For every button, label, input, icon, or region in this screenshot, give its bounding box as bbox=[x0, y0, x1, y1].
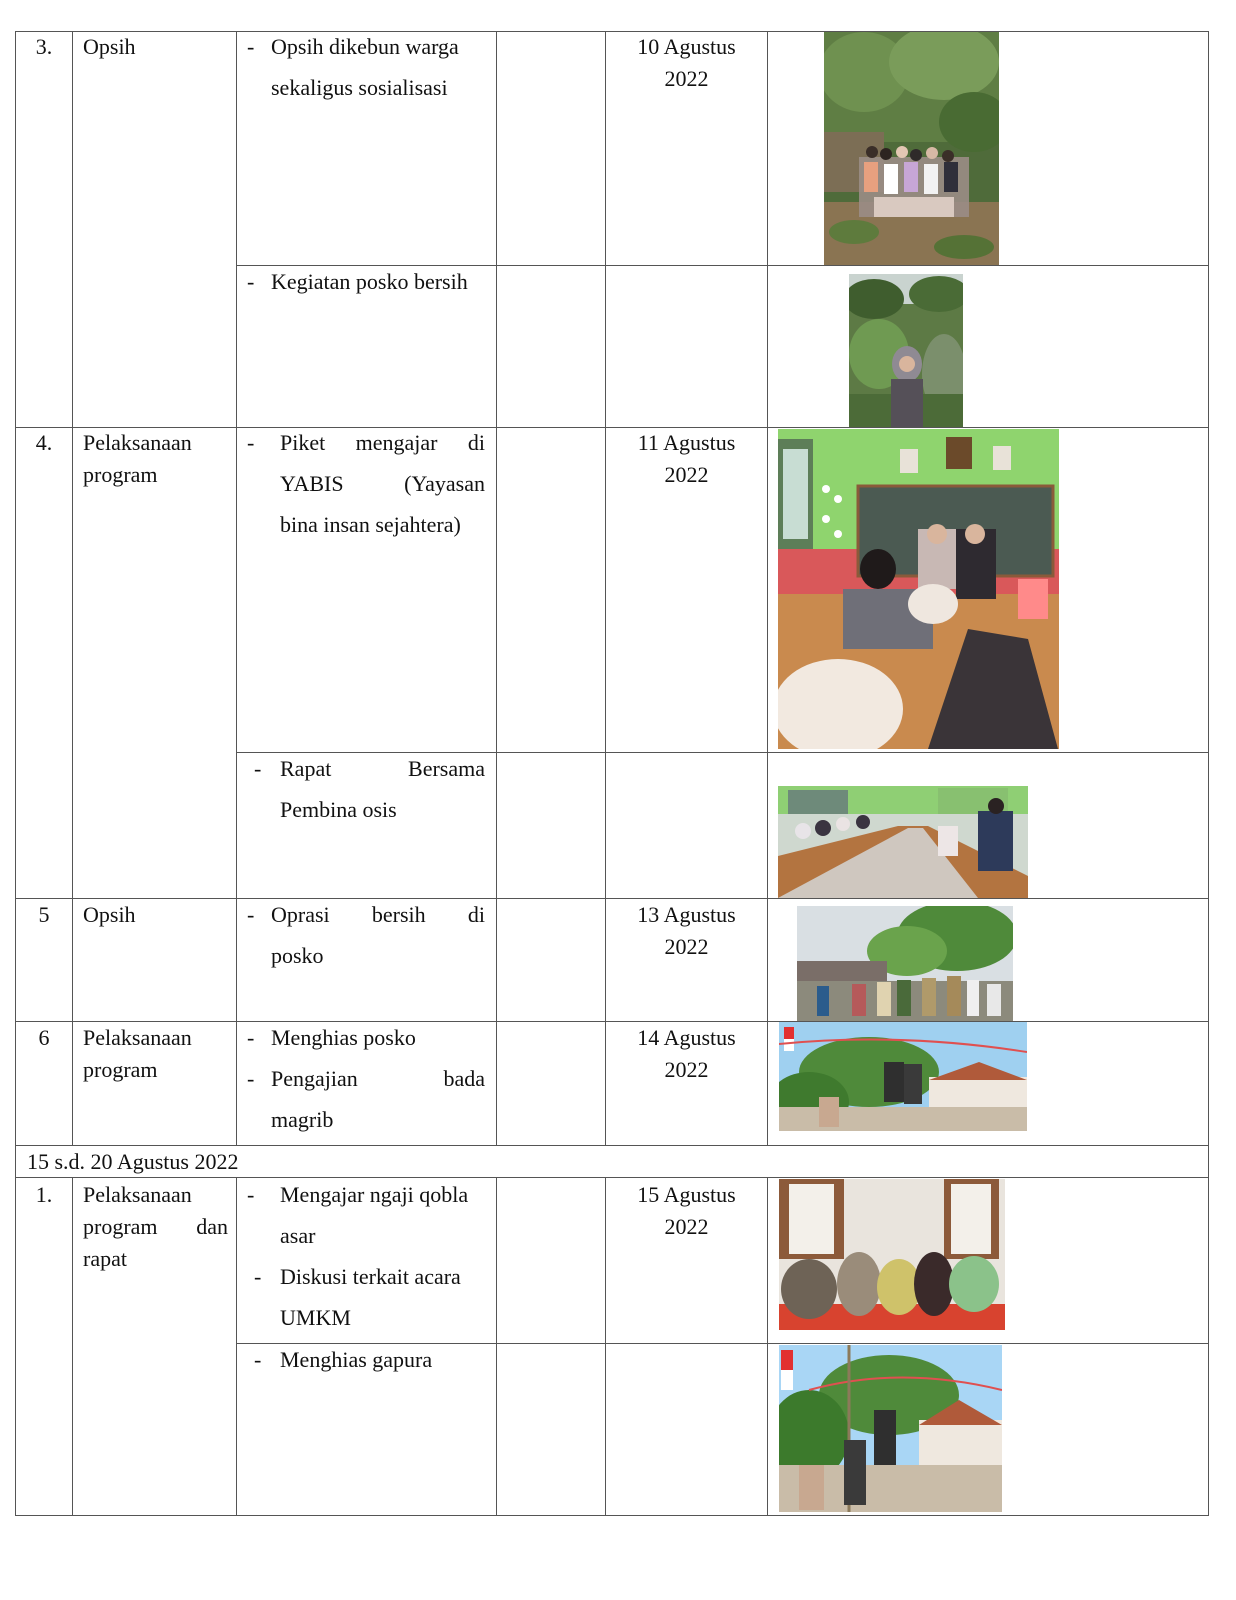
row-number: 1. bbox=[35, 1182, 53, 1207]
bullet-dash: - bbox=[247, 1182, 255, 1207]
activity-date: 13 Agustus 2022 bbox=[637, 902, 736, 959]
photo-group-garden bbox=[824, 32, 999, 265]
bullet-dash: - bbox=[254, 756, 262, 781]
row-category: Opsih bbox=[83, 34, 136, 59]
activity-text: Pengajian bada magrib bbox=[271, 1066, 485, 1132]
row-category: Opsih bbox=[83, 902, 136, 927]
bullet-dash: - bbox=[247, 1066, 255, 1091]
photo-woman-garden bbox=[849, 274, 963, 427]
row-number: 3. bbox=[35, 34, 53, 59]
activity-text: Oprasi bersih di posko bbox=[271, 902, 485, 968]
bullet-dash: - bbox=[247, 1025, 255, 1050]
activity-text: Rapat Bersama Pembina osis bbox=[280, 756, 485, 822]
bullet-dash: - bbox=[247, 269, 255, 294]
activity-date: 14 Agustus 2022 bbox=[637, 1025, 736, 1082]
activity-text: Piket mengajar di YABIS (Yayasan bina insan sejahtera) bbox=[280, 430, 485, 537]
activity-date: 11 Agustus 2022 bbox=[637, 430, 736, 487]
week-header: 15 s.d. 20 Agustus 2022 bbox=[27, 1149, 239, 1174]
photo-cleaning-posko bbox=[797, 906, 1013, 1021]
activity-text: Opsih dikebun warga sekaligus sosialisasi bbox=[271, 34, 459, 100]
activity-text: Mengajar ngaji qobla asar bbox=[280, 1182, 469, 1248]
activity-text: Diskusi terkait acara UMKM bbox=[280, 1264, 461, 1330]
activity-date: 10 Agustus 2022 bbox=[637, 34, 736, 91]
bullet-dash: - bbox=[254, 1347, 262, 1372]
bullet-dash: - bbox=[247, 902, 255, 927]
bullet-dash: - bbox=[247, 430, 255, 455]
row-number: 4. bbox=[35, 430, 53, 455]
row-category: Pelaksanaan program bbox=[83, 430, 192, 487]
photo-decorating-gapura bbox=[779, 1345, 1002, 1512]
row-number: 6 bbox=[38, 1025, 50, 1050]
photo-ngaji-women bbox=[779, 1179, 1005, 1330]
activity-text: Menghias posko bbox=[271, 1025, 416, 1050]
bullet-dash: - bbox=[247, 34, 255, 59]
row-category: Pelaksanaan program dan rapat bbox=[83, 1182, 228, 1271]
row-number: 5 bbox=[38, 902, 50, 927]
activity-date: 15 Agustus 2022 bbox=[637, 1182, 736, 1239]
activity-text: Kegiatan posko bersih bbox=[271, 269, 468, 294]
photo-decorating-posko bbox=[779, 1022, 1027, 1131]
photo-meeting-room bbox=[778, 786, 1028, 898]
bullet-dash: - bbox=[254, 1264, 262, 1289]
row-category: Pelaksanaan program bbox=[83, 1025, 192, 1082]
photo-classroom-teaching bbox=[778, 429, 1059, 749]
activity-text: Menghias gapura bbox=[280, 1347, 433, 1372]
